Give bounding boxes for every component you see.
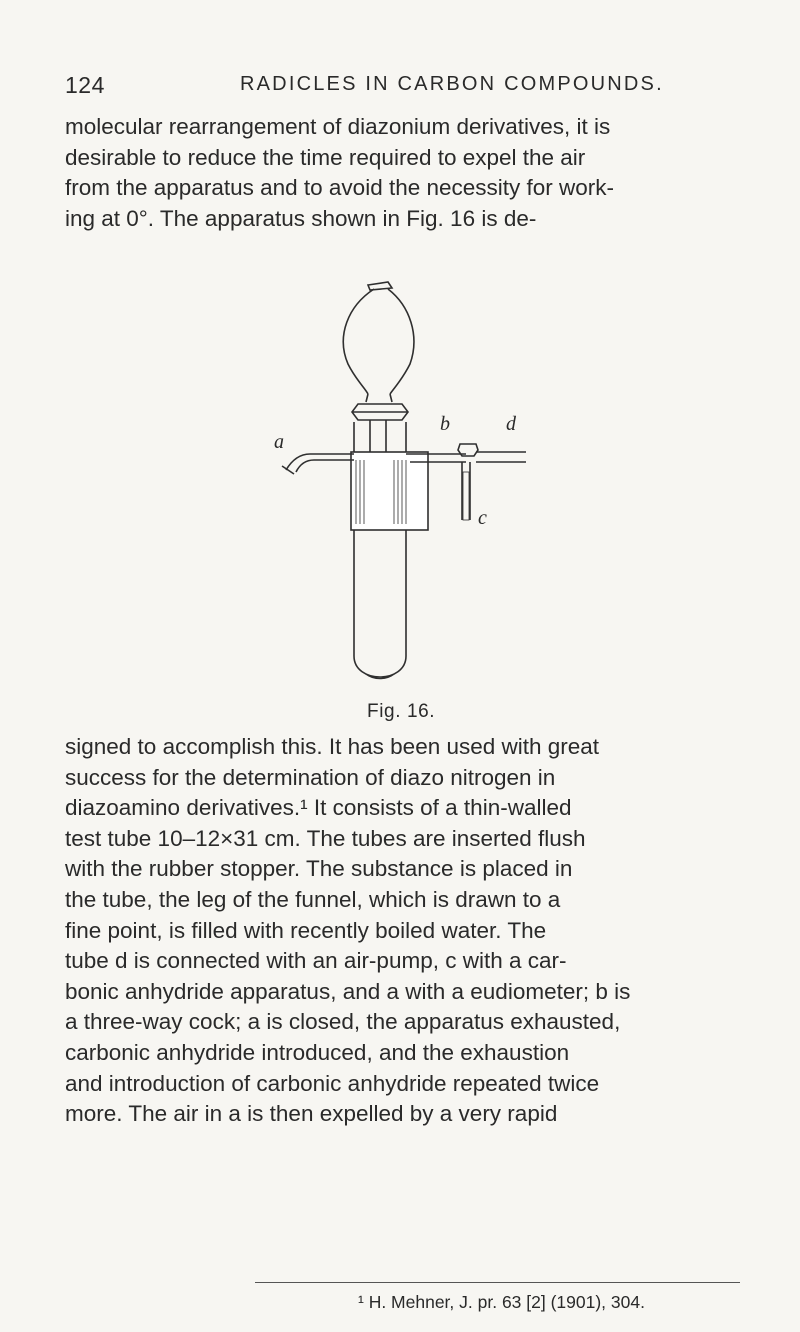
text-line: carbonic anhydride introduced, and the exhaustion — [65, 1039, 570, 1065]
text-line: and introduction of carbonic anhydride repeated twice — [65, 1070, 600, 1096]
page-number: 124 — [65, 72, 105, 98]
text-line: ing at 0°. The apparatus shown in Fig. 16 is de- — [65, 205, 537, 231]
running-head: RADICLES IN CARBON COMPOUNDS. — [240, 73, 664, 95]
text-line: the tube, the leg of the funnel, which is drawn to a — [65, 886, 561, 912]
figure-caption: Fig. 16. — [367, 701, 436, 722]
text-line: molecular rearrangement of diazonium derivatives, it is — [65, 114, 611, 139]
text-line: signed to accomplish this. It has been used with great — [65, 734, 600, 759]
page-header — [65, 72, 745, 102]
text-line: success for the determination of diazo nitrogen in — [65, 764, 556, 790]
side-tube-a — [286, 454, 354, 472]
funnel-bulb — [343, 289, 414, 394]
text-line: with the rubber stopper. The substance is placed in — [65, 856, 573, 882]
funnel-neck — [366, 394, 392, 402]
label-a: a — [274, 431, 284, 453]
text-line: fine point, is filled with recently boiled water. The — [65, 917, 547, 943]
label-c: c — [478, 507, 487, 529]
text-line: bonic anhydride apparatus, and a with a eudiometer; b is — [65, 978, 631, 1004]
apparatus-figure — [270, 276, 530, 694]
text-line: more. The air in a is then expelled by a very rapid — [65, 1101, 558, 1127]
text-line: tube d is connected with an air-pump, c with a car- — [65, 948, 567, 974]
text-line: a three-way cock; a is closed, the apparatus exhausted, — [65, 1009, 621, 1035]
footnote-rule — [255, 1282, 740, 1283]
three-way-cock-b — [458, 444, 478, 456]
branch-c-hatch — [463, 472, 469, 520]
footnote: ¹ H. Mehner, J. pr. 63 [2] (1901), 304. — [358, 1292, 645, 1312]
stopcock — [352, 404, 408, 420]
text-line: desirable to reduce the time required to expel the air — [65, 144, 586, 170]
paragraph-intro — [65, 112, 740, 234]
text-line: test tube 10–12×31 cm. The tubes are inserted flush — [65, 825, 586, 851]
rubber-stopper — [351, 452, 428, 530]
label-d: d — [506, 413, 516, 435]
label-b: b — [440, 413, 450, 435]
text-line: diazoamino derivatives.¹ It consists of a thin-walled — [65, 795, 572, 821]
text-line: from the apparatus and to avoid the necessity for work- — [65, 175, 615, 201]
tube-d — [476, 452, 526, 462]
paragraph-description — [65, 732, 740, 1130]
